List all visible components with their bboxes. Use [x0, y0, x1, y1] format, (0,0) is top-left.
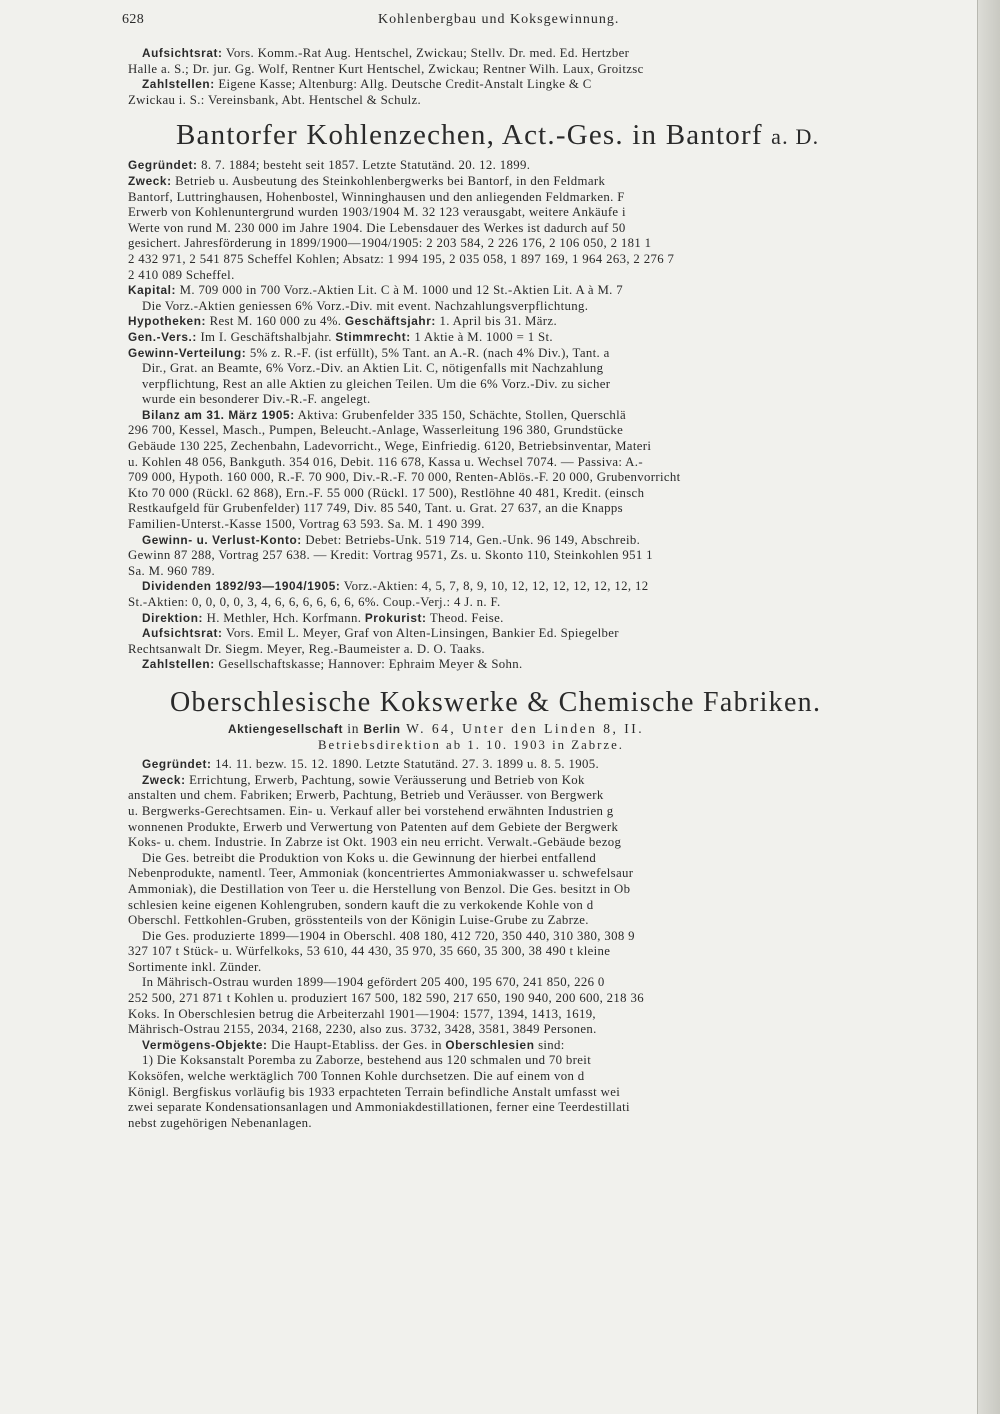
entry-text: verpflichtung, Rest an alle Aktien zu gleichen Teilen. Um die 6% Vorz.-Div. zu sicher	[142, 376, 611, 391]
company-title-suffix: a. D.	[771, 124, 820, 150]
text-line	[128, 773, 948, 789]
entry-label: Prokurist:	[364, 610, 427, 625]
text-line	[128, 268, 948, 284]
entry-text: Oberschl. Fettkohlen-Gruben, grösstenteils von der Königin Luise-Grube zu Zabrze.	[128, 913, 589, 928]
text-line	[128, 611, 948, 627]
entry-label: Stimmrecht:	[335, 329, 411, 344]
text-line	[128, 882, 948, 898]
entry-text: wurde ein besonderer Div.-R.-F. angelegt.	[142, 392, 371, 407]
text-line	[128, 960, 948, 976]
text-line	[128, 346, 948, 362]
entry-text: Gebäude 130 225, Zechenbahn, Ladevorricht., Wege, Einfriedig. 6120, Betriebsinventar, Materi	[128, 439, 652, 454]
entry-text: Die Ges. betreibt die Produktion von Koks u. die Gewinnung der hierbei entfallend	[142, 850, 597, 865]
entry-text: Bantorf, Luttringhausen, Hohenbostel, Winninghausen und den anliegenden Feldmarken. F	[128, 189, 625, 204]
entry-text: Aktiva: Grubenfelder 335 150, Schächte, Stollen, Querschlä	[294, 407, 626, 422]
text-line	[128, 455, 948, 471]
entry-text: Nebenprodukte, namentl. Teer, Ammoniak (koncentriertes Ammoniakwasser u. schwefelsaur	[128, 866, 634, 881]
entry-text: Errichtung, Erwerb, Pachtung, sowie Veräusserung und Betrieb von Kok	[185, 772, 585, 787]
entry-text: Rest M. 160 000 zu 4%.	[206, 314, 345, 329]
entry-text: Eigene Kasse; Altenburg: Allg. Deutsche Credit-Anstalt Lingke & C	[214, 77, 592, 92]
entry-text: gesichert. Jahresförderung in 1899/1900—1904/1905: 2 203 584, 2 226 176, 2 106 050, 2 181 1	[128, 236, 652, 251]
text-line	[128, 439, 948, 455]
subtitle-address: W. 64, Unter den Linden 8, II.	[400, 720, 645, 736]
page-edge	[977, 0, 1000, 1414]
running-header	[122, 10, 948, 46]
text-line	[128, 46, 948, 62]
text-line	[128, 657, 948, 673]
entry-text: Mährisch-Ostrau 2155, 2034, 2168, 2230, also zus. 3732, 3428, 3581, 3849 Personen.	[128, 1022, 597, 1037]
entry-text: Zwickau i. S.: Vereinsbank, Abt. Hentschel & Schulz.	[128, 92, 422, 107]
entry-text: Betrieb u. Ausbeutung des Steinkohlenbergwerks bei Bantorf, in den Feldmark	[171, 173, 606, 188]
subtitle-in: in	[343, 720, 364, 736]
entry-text: zwei separate Kondensationsanlagen und Ammoniakdestillationen, ferner eine Teerdestillati	[128, 1100, 630, 1115]
entry-text: Debet: Betriebs-Unk. 519 714, Gen.-Unk. 96 149, Abschreib.	[301, 532, 641, 547]
text-line	[128, 788, 948, 804]
entry-label: Gegründet:	[128, 158, 198, 173]
text-line	[128, 62, 948, 78]
text-line	[128, 851, 948, 867]
entry-label: Zweck:	[142, 772, 186, 787]
text-line	[128, 377, 948, 393]
entry-text: 1. April bis 31. März.	[435, 314, 558, 329]
text-line	[128, 975, 948, 991]
entry-text: Rechtsanwalt Dr. Siegm. Meyer, Reg.-Baumeister a. D. O. Taaks.	[128, 641, 485, 656]
running-title: Kohlenbergbau und Koksgewinnung.	[378, 12, 620, 27]
company-entries-2	[128, 757, 948, 1131]
entry-text: Im I. Geschäftshalbjahr.	[196, 329, 336, 344]
entry-label: Bilanz am 31. März 1905:	[142, 407, 295, 422]
text-line	[128, 236, 948, 252]
entry-text: St.-Aktien: 0, 0, 0, 0, 3, 4, 6, 6, 6, 6, 6, 6, 6%. Coup.-Verj.: 4 J. n. F.	[128, 595, 501, 609]
text-line	[128, 1022, 948, 1038]
entry-label: Vermögens-Objekte:	[142, 1037, 268, 1052]
entry-text: schlesien keine eigenen Kohlengruben, sondern kauft die zu verkokende Kohle von d	[128, 897, 594, 912]
entry-text: 2 432 971, 2 541 875 Scheffel Kohlen; Absatz: 1 994 195, 2 035 058, 1 897 169, 1 964 263, 2 276 7	[128, 251, 675, 266]
company-subtitle-2: Betriebsdirektion ab 1. 10. 1903 in Zabrze.	[318, 737, 624, 752]
subtitle-city: Berlin	[363, 721, 401, 736]
text-line	[128, 174, 948, 190]
entry-label: Gewinn-Verteilung:	[128, 345, 247, 360]
entry-text: M. 709 000 in 700 Vorz.-Aktien Lit. C à M. 1000 und 12 St.-Aktien Lit. A à M. 7	[176, 283, 624, 298]
text-line	[128, 804, 948, 820]
text-line	[128, 944, 948, 960]
text-line	[128, 158, 948, 174]
entry-text: H. Methler, Hch. Korfmann.	[203, 610, 365, 625]
entry-text: Koks- u. chem. Industrie. In Zabrze ist Okt. 1903 ein neu erricht. Verwalt.-Gebäude bezog	[128, 835, 622, 850]
entry-text: sind:	[534, 1037, 565, 1052]
entry-text: nebst zugehörigen Nebenanlagen.	[128, 1115, 312, 1130]
page-number: 628	[122, 12, 145, 27]
text-line	[128, 314, 948, 330]
entry-text: Vors. Komm.-Rat Aug. Hentschel, Zwickau; Stellv. Dr. med. Ed. Hertzber	[222, 46, 630, 60]
entry-text: Theod. Feise.	[426, 610, 504, 625]
entry-text: Koksöfen, welche werktäglich 700 Tonnen Kohle durchsetzen. Die auf einem von d	[128, 1069, 585, 1084]
entry-label: Kapital:	[128, 283, 177, 298]
text-line	[128, 548, 948, 564]
company-title-text: Bantorfer Kohlenzechen, Act.-Ges. in Bantorf	[176, 119, 763, 152]
text-line	[128, 820, 948, 836]
text-line	[128, 299, 948, 315]
entry-text: 1) Die Koksanstalt Poremba zu Zaborze, bestehend aus 120 schmalen und 70 breit	[142, 1053, 592, 1068]
entry-text: anstalten und chem. Fabriken; Erwerb, Pachtung, Betrieb und Veräusser. von Bergwerk	[128, 788, 604, 803]
text-line	[128, 757, 948, 773]
entry-label: Zweck:	[128, 173, 172, 188]
text-line	[128, 533, 948, 549]
text-line	[128, 1116, 948, 1132]
entry-text: Vors. Emil L. Meyer, Graf von Alten-Linsingen, Bankier Ed. Spiegelber	[222, 626, 619, 641]
entry-label: Direktion:	[142, 610, 204, 625]
entry-label: Aufsichtsrat:	[142, 626, 223, 641]
entry-text: Vorz.-Aktien: 4, 5, 7, 8, 9, 10, 12, 12, 12, 12, 12, 12, 12	[340, 579, 649, 594]
entry-text: Halle a. S.; Dr. jur. Gg. Wolf, Rentner Kurt Hentschel, Zwickau; Rentner Wilh. Laux, Groitzsc	[128, 61, 644, 76]
text-line	[128, 501, 948, 517]
text-line	[128, 77, 948, 93]
entry-text: Sortimente inkl. Zünder.	[128, 959, 262, 974]
entry-text: 709 000, Hypoth. 160 000, R.-F. 70 900, Div.-R.-F. 70 000, Renten-Ablös.-F. 20 000, Grubenvorricht	[128, 470, 681, 485]
entry-text: Erwerb von Kohlenuntergrund wurden 1903/1904 M. 32 123 verausgabt, weitere Ankäufe i	[128, 205, 626, 220]
entry-text: Restkaufgeld für Grubenfelder) 117 749, Div. 85 540, Tant. u. Grat. 27 637, an die Knapps	[128, 501, 623, 516]
company-subtitle	[128, 721, 948, 738]
top-entries	[128, 46, 948, 108]
text-line	[128, 93, 948, 109]
entry-text: Sa. M. 960 789.	[128, 563, 216, 578]
entry-text: 1 Aktie à M. 1000 = 1 St.	[410, 329, 553, 344]
text-line	[128, 835, 948, 851]
text-line	[128, 517, 948, 533]
text-line	[128, 486, 948, 502]
text-line	[128, 361, 948, 377]
entry-label: Zahlstellen:	[142, 77, 215, 92]
entry-label: Dividenden 1892/93—1904/1905:	[142, 579, 341, 594]
text-line	[128, 190, 948, 206]
text-line	[128, 929, 948, 945]
subtitle-label: Aktiengesellschaft	[228, 721, 344, 736]
entry-text: Gewinn 87 288, Vortrag 257 638. — Kredit: Vortrag 9571, Zs. u. Skonto 110, Steinkohlen 951 1	[128, 548, 653, 563]
text-line	[128, 392, 948, 408]
text-line	[128, 595, 948, 611]
text-line	[128, 408, 948, 424]
text-line	[128, 866, 948, 882]
entry-text: Familien-Unterst.-Kasse 1500, Vortrag 63 593. Sa. M. 1 490 399.	[128, 517, 485, 532]
entry-text: Königl. Bergfiskus vorläufig bis 1933 erpachteten Terrain befindliche Anstalt umfasst wei	[128, 1084, 621, 1099]
text-line	[128, 898, 948, 914]
entry-text: Kto 70 000 (Rückl. 62 868), Ern.-F. 55 000 (Rückl. 17 500), Restlöhne 40 481, Kredit. (einsch	[128, 485, 645, 500]
entry-text: Koks. In Oberschlesien betrug die Arbeiterzahl 1901—1904: 1577, 1394, 1413, 1619,	[128, 1006, 596, 1021]
entry-text: 5% z. R.-F. (ist erfüllt), 5% Tant. an A.-R. (nach 4% Div.), Tant. a	[246, 345, 610, 360]
company-entries	[128, 158, 948, 673]
entry-text: Gesellschaftskasse; Hannover: Ephraim Meyer & Sohn.	[214, 657, 523, 672]
entry-text: Dir., Grat. an Beamte, 6% Vorz.-Div. an Aktien Lit. C, nötigenfalls mit Nachzahlung	[142, 361, 604, 376]
entry-text: 14. 11. bezw. 15. 12. 1890. Letzte Statutänd. 27. 3. 1899 u. 8. 5. 1905.	[211, 757, 600, 772]
text-line	[128, 423, 948, 439]
entry-text: Die Haupt-Etabliss. der Ges. in	[267, 1037, 446, 1052]
entry-label: Zahlstellen:	[142, 657, 215, 672]
text-line	[128, 642, 948, 658]
company-title-2: Oberschlesische Kokswerke & Chemische Fabriken.	[170, 686, 822, 718]
entry-label: Gen.-Vers.:	[128, 329, 197, 344]
entry-text: wonnenen Produkte, Erwerb und Verwertung von Patenten auf dem Gebiete der Bergwerk	[128, 819, 619, 834]
entry-label: Geschäftsjahr:	[344, 314, 436, 329]
text-line	[128, 564, 948, 580]
text-line	[128, 1085, 948, 1101]
entry-text: Werte von rund M. 230 000 im Jahre 1904. Die Lebensdauer des Werkes ist dadurch auf 50	[128, 220, 626, 235]
text-line	[128, 1100, 948, 1116]
text-line	[128, 470, 948, 486]
text-line	[128, 221, 948, 237]
entry-text: Die Vorz.-Aktien geniessen 6% Vorz.-Div. mit event. Nachzahlungsverpflichtung.	[142, 298, 589, 313]
text-line	[128, 283, 948, 299]
entry-label: Hypotheken:	[128, 314, 207, 329]
entry-label: Oberschlesien	[445, 1037, 535, 1052]
page-content	[122, 10, 948, 1131]
text-line	[128, 913, 948, 929]
text-line	[128, 1038, 948, 1054]
entry-label: Gewinn- u. Verlust-Konto:	[142, 532, 302, 547]
text-line	[128, 626, 948, 642]
entry-text: u. Kohlen 48 056, Bankguth. 354 016, Debit. 116 678, Kassa u. Wechsel 7074. — Passiva: A.-	[128, 454, 643, 469]
entry-label: Aufsichtsrat:	[142, 46, 223, 60]
text-line	[128, 1007, 948, 1023]
text-line	[128, 252, 948, 268]
entry-text: In Mährisch-Ostrau wurden 1899—1904 gefördert 205 400, 195 670, 241 850, 226 0	[142, 975, 605, 990]
entry-text: Ammoniak), die Destillation von Teer u. die Herstellung von Benzol. Die Ges. besitzt in Ob	[128, 881, 631, 896]
text-line	[128, 205, 948, 221]
entry-label: Gegründet:	[142, 757, 212, 772]
entry-text: 296 700, Kessel, Masch., Pumpen, Beleucht.-Anlage, Wasserleitung 196 380, Grundstücke	[128, 423, 624, 438]
entry-text: 8. 7. 1884; besteht seit 1857. Letzte Statutänd. 20. 12. 1899.	[197, 158, 531, 173]
entry-text: 252 500, 271 871 t Kohlen u. produziert 167 500, 182 590, 217 650, 190 940, 200 600, 218 36	[128, 991, 644, 1006]
text-line	[128, 330, 948, 346]
entry-text: u. Bergwerks-Gerechtsamen. Ein- u. Verkauf aller bei vorstehend erwähnten Industrien g	[128, 803, 614, 818]
company-title	[176, 118, 948, 154]
text-line	[128, 1069, 948, 1085]
entry-text: Die Ges. produzierte 1899—1904 in Oberschl. 408 180, 412 720, 350 440, 310 380, 308 9	[142, 928, 635, 943]
entry-text: 2 410 089 Scheffel.	[128, 267, 235, 282]
text-line	[128, 579, 948, 595]
text-line	[128, 1053, 948, 1069]
text-line	[128, 991, 948, 1007]
entry-text: 327 107 t Stück- u. Würfelkoks, 53 610, 44 430, 35 970, 35 660, 35 300, 38 490 t kleine	[128, 944, 611, 959]
